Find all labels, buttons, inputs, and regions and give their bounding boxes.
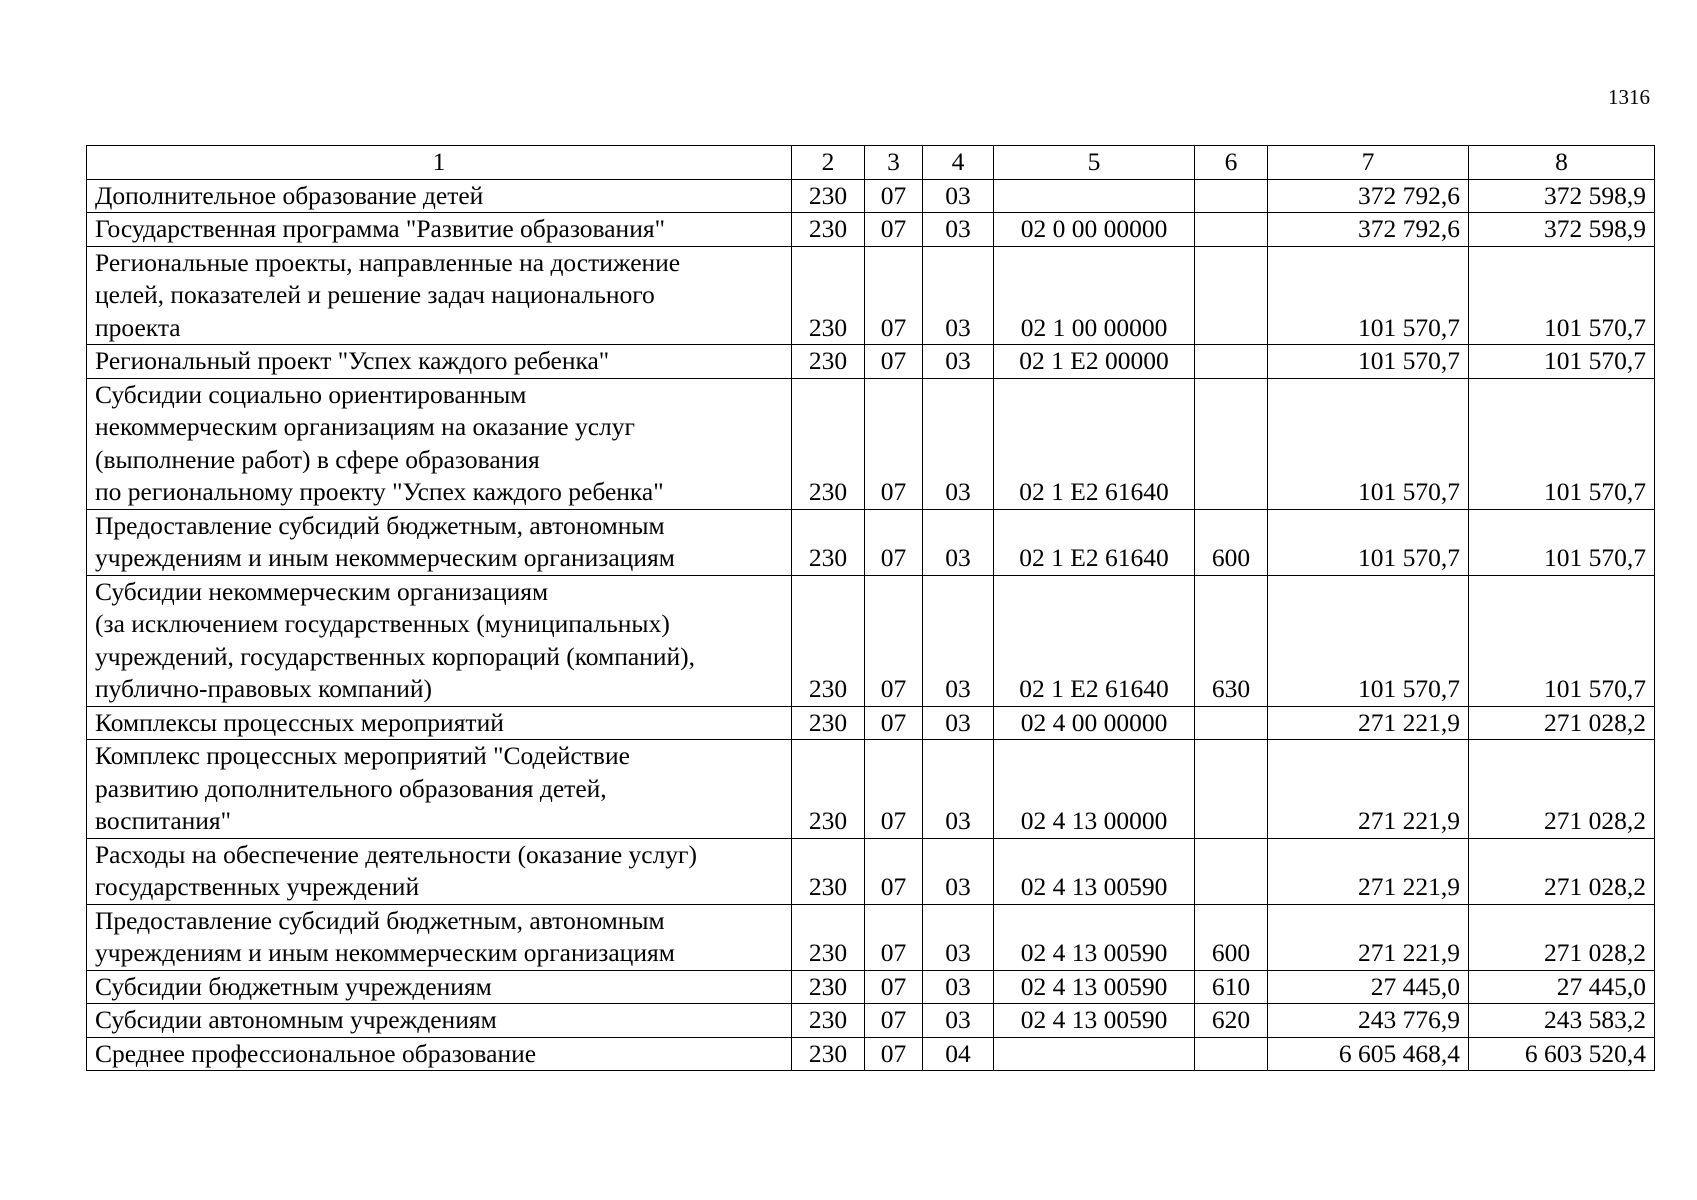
row-col2-cell: 230 — [792, 838, 865, 904]
row-name-cell: Предоставление субсидий бюджетным, автономным учреждениям и иным некоммерческим организациям — [87, 904, 792, 970]
row-col2-cell: 230 — [792, 904, 865, 970]
table-row — [87, 904, 1655, 970]
row-col2-cell: 230 — [792, 1037, 865, 1071]
column-header-4: 4 — [923, 146, 994, 180]
row-col2-cell: 230 — [792, 345, 865, 379]
row-col5-cell: 02 4 13 00590 — [994, 904, 1195, 970]
row-col2-cell: 230 — [792, 1004, 865, 1038]
row-name-cell: Государственная программа "Развитие образования" — [87, 213, 792, 247]
row-col6-cell: 610 — [1195, 970, 1268, 1004]
row-col5-cell: 02 4 13 00590 — [994, 1004, 1195, 1038]
row-col7-cell: 101 570,7 — [1268, 509, 1469, 575]
row-col6-cell — [1195, 1037, 1268, 1071]
row-name-cell: Комплексы процессных мероприятий — [87, 706, 792, 740]
row-col7-cell: 101 570,7 — [1268, 575, 1469, 706]
row-col3-cell: 07 — [865, 1037, 923, 1071]
table-header-row — [87, 146, 1655, 180]
row-name-cell: Дополнительное образование детей — [87, 179, 792, 213]
row-col3-cell: 07 — [865, 740, 923, 839]
row-col3-cell: 07 — [865, 970, 923, 1004]
row-col7-cell: 372 792,6 — [1268, 179, 1469, 213]
row-col7-cell: 271 221,9 — [1268, 740, 1469, 839]
row-col3-cell: 07 — [865, 179, 923, 213]
row-col4-cell: 03 — [923, 1004, 994, 1038]
table-row — [87, 213, 1655, 247]
row-col4-cell: 03 — [923, 970, 994, 1004]
row-col7-cell: 372 792,6 — [1268, 213, 1469, 247]
row-col8-cell: 372 598,9 — [1469, 179, 1655, 213]
row-col5-cell: 02 4 00 00000 — [994, 706, 1195, 740]
row-col3-cell: 07 — [865, 246, 923, 345]
row-col2-cell: 230 — [792, 706, 865, 740]
row-col7-cell: 101 570,7 — [1268, 246, 1469, 345]
row-col4-cell: 04 — [923, 1037, 994, 1071]
row-col8-cell: 372 598,9 — [1469, 213, 1655, 247]
row-col5-cell — [994, 179, 1195, 213]
row-col3-cell: 07 — [865, 213, 923, 247]
row-col2-cell: 230 — [792, 378, 865, 509]
column-header-7: 7 — [1268, 146, 1469, 180]
row-col8-cell: 271 028,2 — [1469, 838, 1655, 904]
row-col8-cell: 101 570,7 — [1469, 378, 1655, 509]
row-col3-cell: 07 — [865, 838, 923, 904]
row-col8-cell: 101 570,7 — [1469, 509, 1655, 575]
column-header-6: 6 — [1195, 146, 1268, 180]
table-row — [87, 575, 1655, 706]
row-col2-cell: 230 — [792, 970, 865, 1004]
row-name-cell: Среднее профессиональное образование — [87, 1037, 792, 1071]
row-col4-cell: 03 — [923, 345, 994, 379]
row-col3-cell: 07 — [865, 345, 923, 379]
row-col7-cell: 271 221,9 — [1268, 838, 1469, 904]
row-col2-cell: 230 — [792, 246, 865, 345]
table-row — [87, 378, 1655, 509]
row-col5-cell: 02 1 E2 61640 — [994, 575, 1195, 706]
row-col8-cell: 271 028,2 — [1469, 904, 1655, 970]
table-row — [87, 706, 1655, 740]
table-row — [87, 838, 1655, 904]
row-col5-cell: 02 1 E2 61640 — [994, 509, 1195, 575]
table-row — [87, 1004, 1655, 1038]
row-col3-cell: 07 — [865, 378, 923, 509]
table-row — [87, 179, 1655, 213]
row-col7-cell: 271 221,9 — [1268, 904, 1469, 970]
row-col6-cell — [1195, 838, 1268, 904]
row-col6-cell — [1195, 213, 1268, 247]
table-row — [87, 970, 1655, 1004]
row-col3-cell: 07 — [865, 1004, 923, 1038]
row-col2-cell: 230 — [792, 213, 865, 247]
column-header-8: 8 — [1469, 146, 1655, 180]
row-col6-cell — [1195, 179, 1268, 213]
row-col8-cell: 6 603 520,4 — [1469, 1037, 1655, 1071]
row-name-cell: Расходы на обеспечение деятельности (оказание услуг) государственных учреждений — [87, 838, 792, 904]
row-name-cell: Субсидии бюджетным учреждениям — [87, 970, 792, 1004]
column-header-1: 1 — [87, 146, 792, 180]
row-name-cell: Субсидии социально ориентированным некоммерческим организациям на оказание услуг (выполнение работ) в сфере образования по региональному проекту "Успех каждого ребенка" — [87, 378, 792, 509]
row-col7-cell: 6 605 468,4 — [1268, 1037, 1469, 1071]
row-col7-cell: 27 445,0 — [1268, 970, 1469, 1004]
row-col2-cell: 230 — [792, 509, 865, 575]
row-col8-cell: 243 583,2 — [1469, 1004, 1655, 1038]
row-col3-cell: 07 — [865, 509, 923, 575]
row-col6-cell: 630 — [1195, 575, 1268, 706]
row-col4-cell: 03 — [923, 706, 994, 740]
row-col2-cell: 230 — [792, 575, 865, 706]
row-col6-cell — [1195, 345, 1268, 379]
row-col8-cell: 27 445,0 — [1469, 970, 1655, 1004]
row-col8-cell: 101 570,7 — [1469, 575, 1655, 706]
row-col3-cell: 07 — [865, 904, 923, 970]
row-col5-cell: 02 1 E2 00000 — [994, 345, 1195, 379]
row-col8-cell: 101 570,7 — [1469, 246, 1655, 345]
row-col5-cell: 02 4 13 00590 — [994, 970, 1195, 1004]
row-col4-cell: 03 — [923, 838, 994, 904]
row-col5-cell: 02 1 00 00000 — [994, 246, 1195, 345]
row-col6-cell — [1195, 378, 1268, 509]
row-col6-cell — [1195, 246, 1268, 345]
row-col7-cell: 101 570,7 — [1268, 345, 1469, 379]
page-number: 1316 — [1608, 85, 1650, 109]
row-name-cell: Региональные проекты, направленные на достижение целей, показателей и решение задач национального проекта — [87, 246, 792, 345]
row-col4-cell: 03 — [923, 378, 994, 509]
row-col3-cell: 07 — [865, 706, 923, 740]
column-header-3: 3 — [865, 146, 923, 180]
table-row — [87, 246, 1655, 345]
column-header-2: 2 — [792, 146, 865, 180]
row-col2-cell: 230 — [792, 740, 865, 839]
row-col6-cell — [1195, 740, 1268, 839]
row-col6-cell: 600 — [1195, 509, 1268, 575]
row-col4-cell: 03 — [923, 740, 994, 839]
row-col5-cell: 02 4 13 00590 — [994, 838, 1195, 904]
row-col8-cell: 101 570,7 — [1469, 345, 1655, 379]
row-col8-cell: 271 028,2 — [1469, 740, 1655, 839]
table-row — [87, 509, 1655, 575]
row-col6-cell: 600 — [1195, 904, 1268, 970]
row-col4-cell: 03 — [923, 179, 994, 213]
row-col7-cell: 243 776,9 — [1268, 1004, 1469, 1038]
row-col3-cell: 07 — [865, 575, 923, 706]
row-col6-cell: 620 — [1195, 1004, 1268, 1038]
row-name-cell: Региональный проект "Успех каждого ребенка" — [87, 345, 792, 379]
row-name-cell: Субсидии автономным учреждениям — [87, 1004, 792, 1038]
row-col2-cell: 230 — [792, 179, 865, 213]
row-col8-cell: 271 028,2 — [1469, 706, 1655, 740]
table-row — [87, 740, 1655, 839]
table-row — [87, 345, 1655, 379]
row-col5-cell: 02 0 00 00000 — [994, 213, 1195, 247]
row-col4-cell: 03 — [923, 904, 994, 970]
row-col6-cell — [1195, 706, 1268, 740]
row-col4-cell: 03 — [923, 213, 994, 247]
table-row — [87, 1037, 1655, 1071]
row-col7-cell: 271 221,9 — [1268, 706, 1469, 740]
row-name-cell: Предоставление субсидий бюджетным, автономным учреждениям и иным некоммерческим организациям — [87, 509, 792, 575]
row-col4-cell: 03 — [923, 246, 994, 345]
row-col5-cell: 02 1 E2 61640 — [994, 378, 1195, 509]
row-col5-cell — [994, 1037, 1195, 1071]
column-header-5: 5 — [994, 146, 1195, 180]
row-col5-cell: 02 4 13 00000 — [994, 740, 1195, 839]
row-name-cell: Субсидии некоммерческим организациям (за исключением государственных (муниципальных) учреждений, государственных корпораций (компаний), публично-правовых компаний) — [87, 575, 792, 706]
row-col7-cell: 101 570,7 — [1268, 378, 1469, 509]
row-col4-cell: 03 — [923, 575, 994, 706]
budget-table — [86, 145, 1655, 1071]
row-col4-cell: 03 — [923, 509, 994, 575]
row-name-cell: Комплекс процессных мероприятий "Содействие развитию дополнительного образования детей, воспитания" — [87, 740, 792, 839]
